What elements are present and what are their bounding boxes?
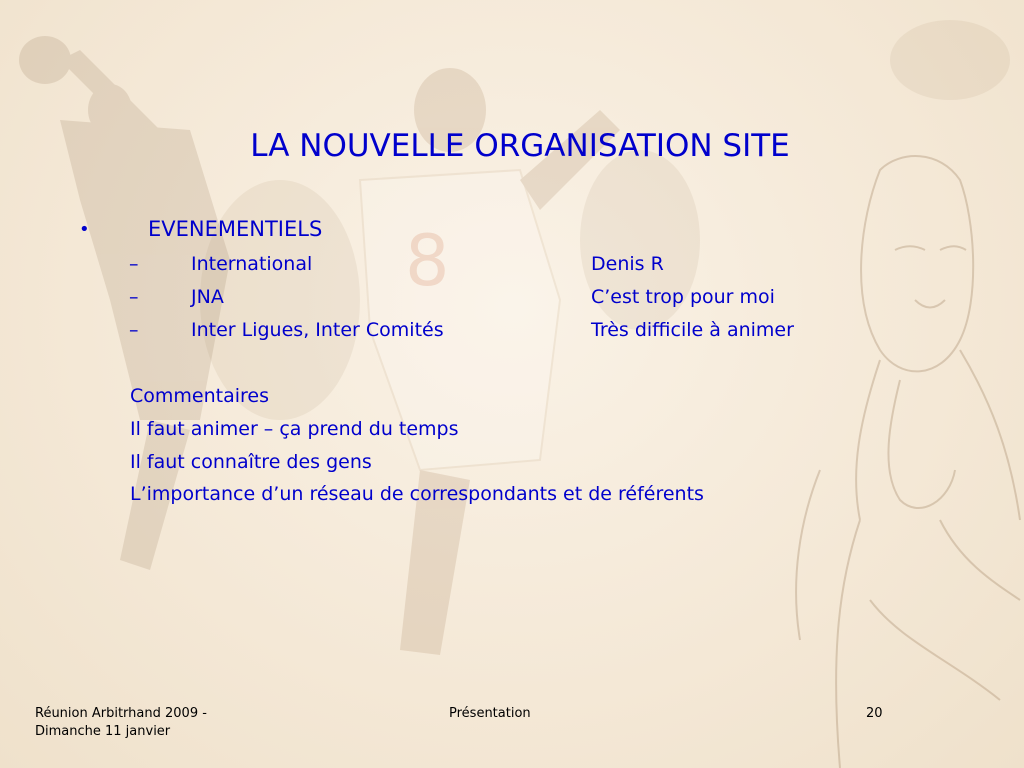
footer-left-line2: Dimanche 11 janvier xyxy=(35,724,171,739)
sub-item-row xyxy=(0,286,1024,314)
sub-item-label: Inter Ligues, Inter Comités xyxy=(191,319,444,341)
bullet-heading: EVENEMENTIELS xyxy=(148,217,323,241)
slide-title: LA NOUVELLE ORGANISATION SITE xyxy=(250,128,790,164)
sub-item-value: C’est trop pour moi xyxy=(591,286,775,308)
bullet-marker: • xyxy=(79,219,90,240)
sub-item-dash: – xyxy=(129,286,139,308)
footer-page-number: 20 xyxy=(866,706,883,721)
comment-line: Il faut connaître des gens xyxy=(130,451,372,473)
sub-item-row xyxy=(0,319,1024,347)
comments-heading: Commentaires xyxy=(130,385,269,407)
sub-item-dash: – xyxy=(129,253,139,275)
comment-line: L’importance d’un réseau de correspondants et de référents xyxy=(130,483,704,505)
sub-item-label: JNA xyxy=(191,286,224,308)
sub-item-dash: – xyxy=(129,319,139,341)
footer-center: Présentation xyxy=(449,706,531,721)
sub-item-label: International xyxy=(191,253,313,275)
sub-item-value: Très difficile à animer xyxy=(591,319,794,341)
sub-item-value: Denis R xyxy=(591,253,664,275)
sub-item-row xyxy=(0,253,1024,281)
footer-left-line1: Réunion Arbitrhand 2009 - xyxy=(35,706,207,721)
svg-text:8: 8 xyxy=(405,220,450,302)
comment-line: Il faut animer – ça prend du temps xyxy=(130,418,459,440)
